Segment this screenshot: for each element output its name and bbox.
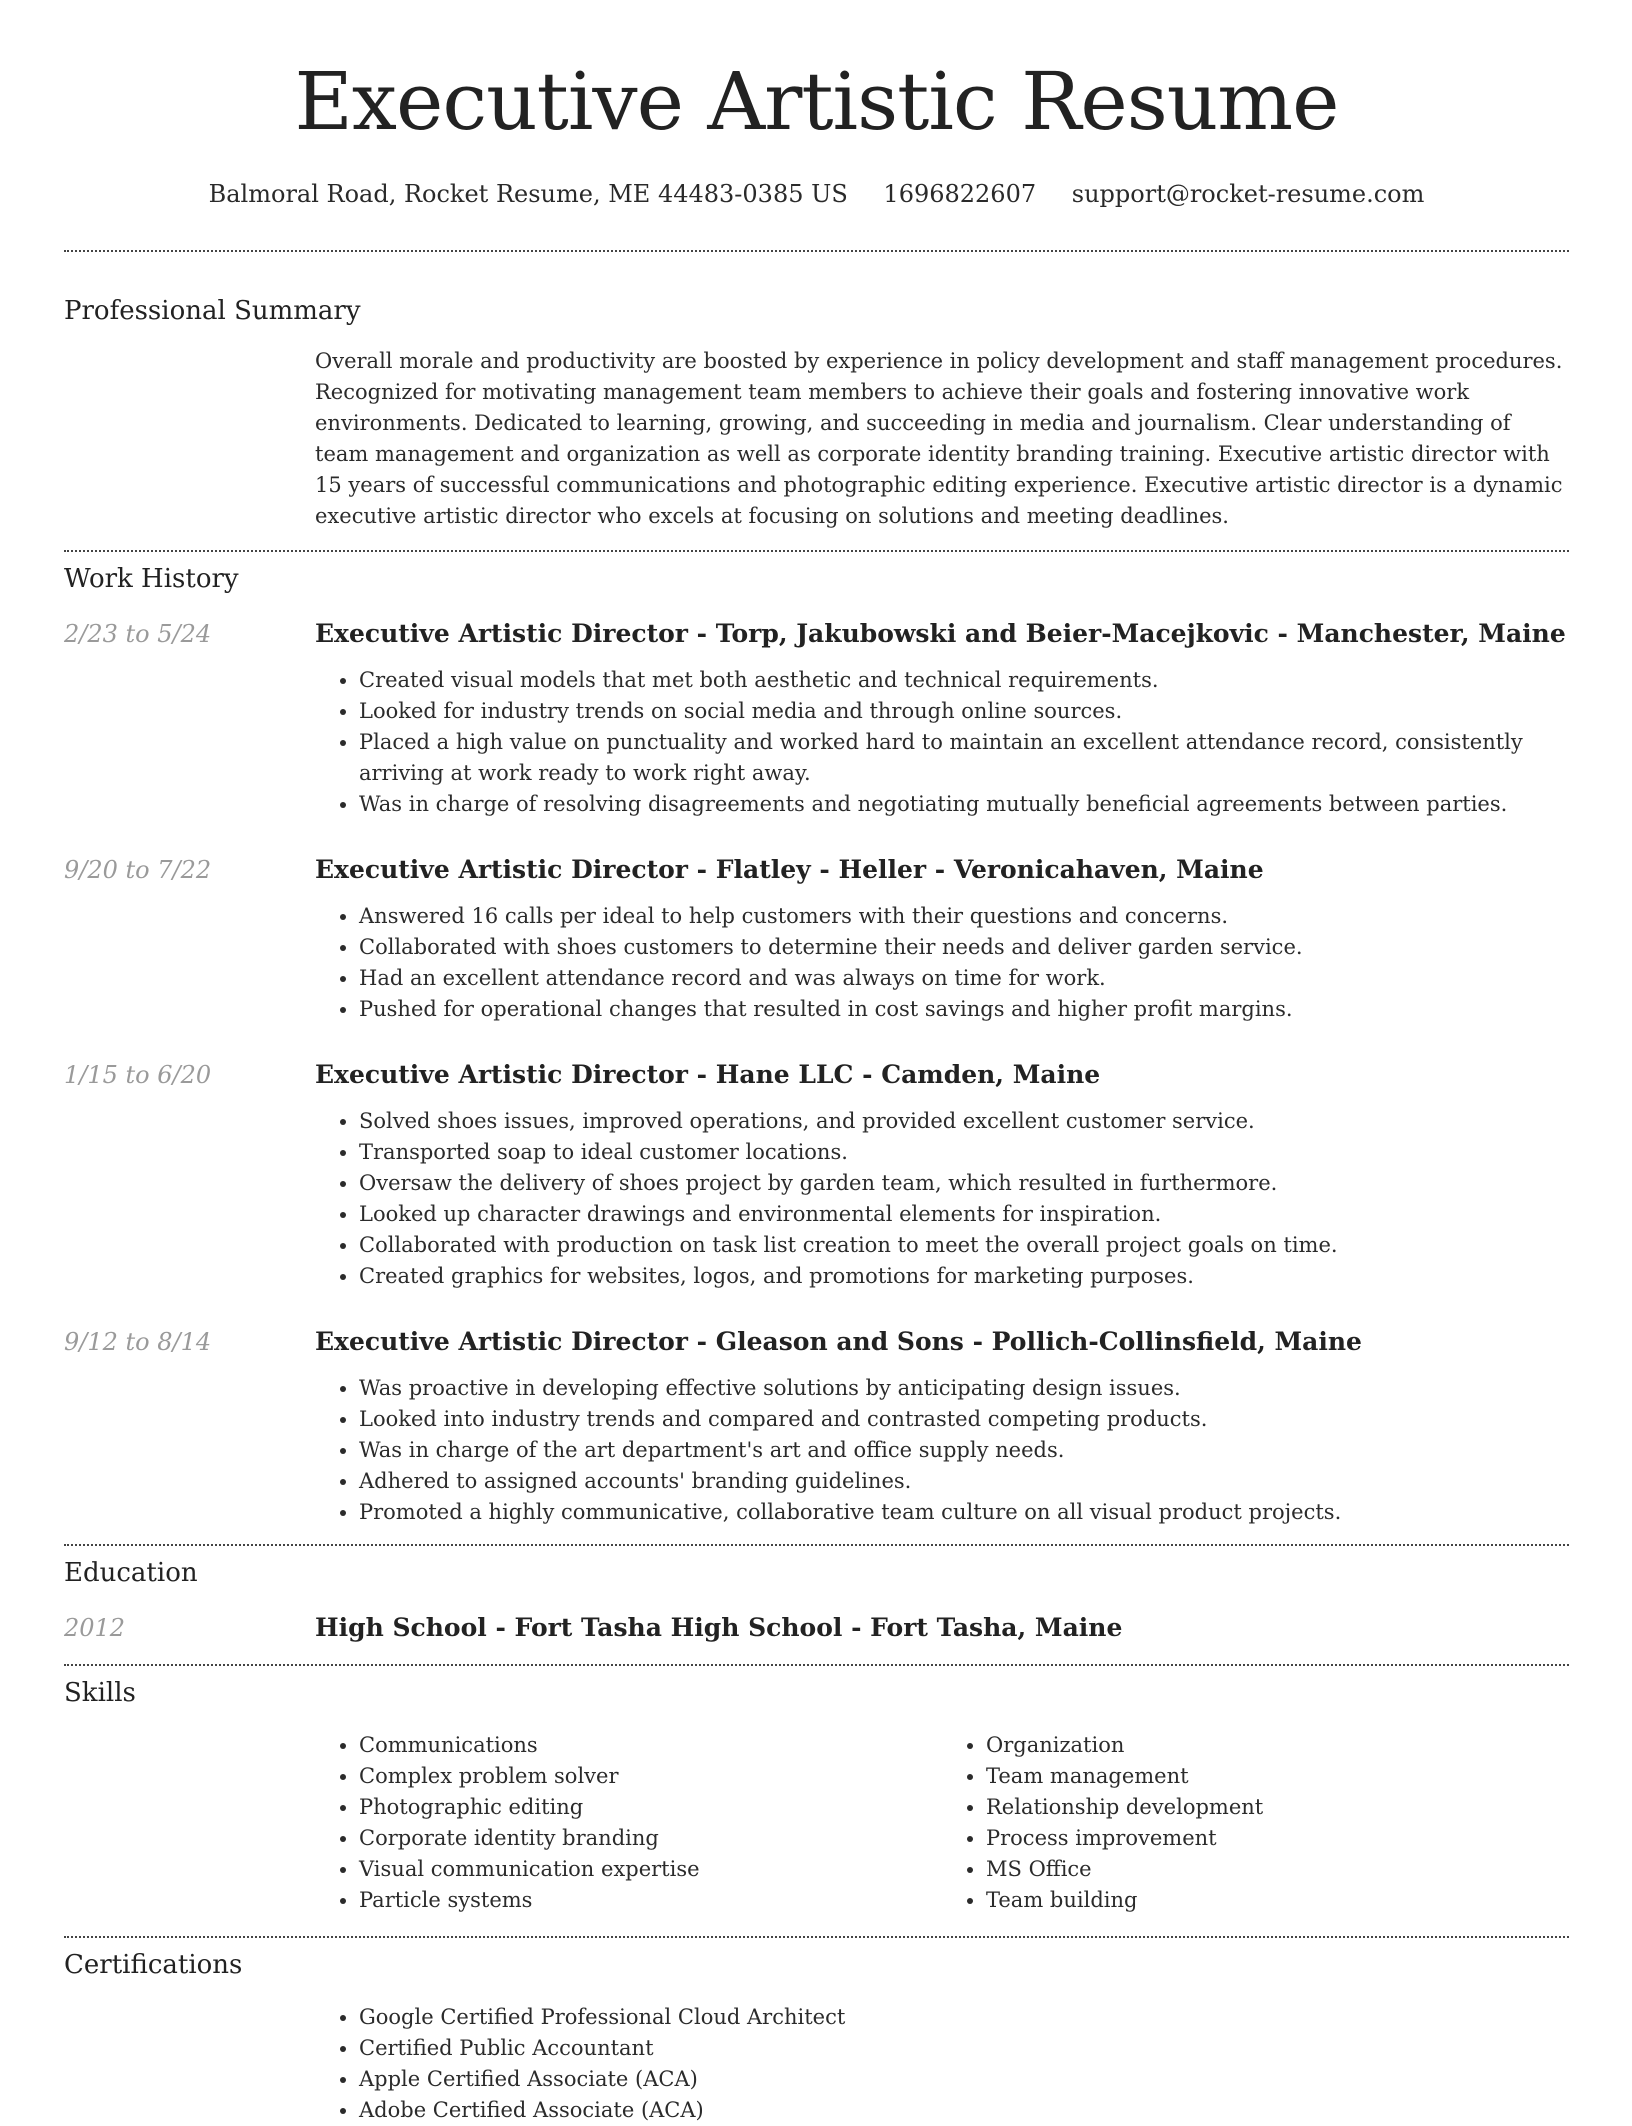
job-bullet: • Transported soap to ideal customer locations. <box>359 1137 1569 1168</box>
certification-item: • Adobe Certified Associate (ACA) <box>359 2095 1569 2126</box>
skill-item: • Particle systems <box>359 1885 942 1916</box>
skill-item: • Corporate identity branding <box>359 1823 942 1854</box>
job-bullets <box>315 1106 1569 1292</box>
job-bullet: • Was in charge of the art department's art and office supply needs. <box>359 1435 1569 1466</box>
contact-phone: 1696822607 <box>883 180 1037 208</box>
resume-title: Executive Artistic Resume <box>294 55 1339 148</box>
job-title: Executive Artistic Director - Gleason and Sons - Pollich-Collinsfield, Maine <box>315 1327 1362 1356</box>
job-bullet: • Was in charge of resolving disagreements and negotiating mutually beneficial agreements between parties. <box>359 789 1569 820</box>
job-bullet: • Looked up character drawings and environmental elements for inspiration. <box>359 1199 1569 1230</box>
summary-text: Overall morale and productivity are boosted by experience in policy development and staff management procedures. Recognized for motivating management team members to achieve their goals and fostering innovative work environments. Dedicated to learning, growing, and succeeding in media and journalism. Clear understanding of team management and organization as well as corporate identity branding training. Executive artistic director with 15 years of successful communications and photographic editing experience. Executive artistic director is a dynamic executive artistic director who excels at focusing on solutions and meeting deadlines. <box>315 349 1563 528</box>
skill-item: • Team building <box>986 1885 1569 1916</box>
education-heading: Education <box>64 1558 198 1588</box>
contact-email: support@rocket-resume.com <box>1071 180 1425 208</box>
job-entry <box>64 854 1569 1025</box>
summary-section <box>64 294 1569 532</box>
job-bullet: • Oversaw the delivery of shoes project by garden team, which resulted in furthermore. <box>359 1168 1569 1199</box>
certification-item: • Google Certified Professional Cloud Architect <box>359 2002 1569 2033</box>
job-bullet: • Created visual models that met both aesthetic and technical requirements. <box>359 665 1569 696</box>
education-date: 2012 <box>64 1614 126 1642</box>
skill-item: • Communications <box>359 1730 942 1761</box>
job-bullet: • Promoted a highly communicative, collaborative team culture on all visual product projects. <box>359 1497 1569 1528</box>
skills-heading: Skills <box>64 1678 136 1708</box>
job-entry <box>64 1059 1569 1292</box>
contact-address: Balmoral Road, Rocket Resume, ME 44483-0385 US <box>208 180 848 208</box>
job-title: Executive Artistic Director - Hane LLC - Camden, Maine <box>315 1060 1101 1089</box>
skills-list-left <box>315 1730 942 1916</box>
divider <box>64 1544 1569 1546</box>
skill-item: • Process improvement <box>986 1823 1569 1854</box>
job-bullet: • Was proactive in developing effective solutions by anticipating design issues. <box>359 1373 1569 1404</box>
job-bullet: • Answered 16 calls per ideal to help customers with their questions and concerns. <box>359 901 1569 932</box>
divider <box>64 1664 1569 1666</box>
certifications-section <box>64 1948 1569 2126</box>
job-bullet: • Placed a high value on punctuality and worked hard to maintain an excellent attendance record, consistently arriving at work ready to work right away. <box>359 727 1569 789</box>
work-section <box>64 562 1569 1528</box>
certification-item: • Apple Certified Associate (ACA) <box>359 2064 1569 2095</box>
skill-item: • Complex problem solver <box>359 1761 942 1792</box>
education-section <box>64 1556 1569 1644</box>
job-bullet: • Pushed for operational changes that resulted in cost savings and higher profit margins. <box>359 994 1569 1025</box>
job-bullet: • Had an excellent attendance record and was always on time for work. <box>359 963 1569 994</box>
skill-item: • MS Office <box>986 1854 1569 1885</box>
job-bullet: • Created graphics for websites, logos, and promotions for marketing purposes. <box>359 1261 1569 1292</box>
resume-page <box>64 0 1569 2126</box>
skill-item: • Organization <box>986 1730 1569 1761</box>
job-bullet: • Collaborated with shoes customers to determine their needs and deliver garden service. <box>359 932 1569 963</box>
divider <box>64 550 1569 552</box>
job-date: 1/15 to 6/20 <box>64 1061 212 1089</box>
divider <box>64 1936 1569 1938</box>
job-bullets <box>315 1373 1569 1528</box>
certification-item: • Certified Public Accountant <box>359 2033 1569 2064</box>
work-heading: Work History <box>64 564 239 594</box>
education-entry <box>64 1612 1569 1644</box>
education-title: High School - Fort Tasha High School - Fort Tasha, Maine <box>315 1613 1123 1642</box>
job-date: 9/20 to 7/22 <box>64 856 212 884</box>
job-bullet: • Collaborated with production on task list creation to meet the overall project goals on time. <box>359 1230 1569 1261</box>
job-bullets <box>315 665 1569 820</box>
job-date: 2/23 to 5/24 <box>64 620 212 648</box>
summary-heading: Professional Summary <box>64 296 361 326</box>
job-entry <box>64 1326 1569 1528</box>
job-title: Executive Artistic Director - Flatley - Heller - Veronicahaven, Maine <box>315 855 1264 884</box>
skills-list-right <box>942 1730 1569 1916</box>
job-bullet: • Looked into industry trends and compared and contrasted competing products. <box>359 1404 1569 1435</box>
job-entry <box>64 618 1569 820</box>
skill-item: • Photographic editing <box>359 1792 942 1823</box>
skill-item: • Team management <box>986 1761 1569 1792</box>
job-bullet: • Adhered to assigned accounts' branding guidelines. <box>359 1466 1569 1497</box>
skills-section <box>64 1676 1569 1916</box>
job-title: Executive Artistic Director - Torp, Jakubowski and Beier-Macejkovic - Manchester, Maine <box>315 619 1566 648</box>
job-bullets <box>315 901 1569 1025</box>
certifications-heading: Certifications <box>64 1950 243 1980</box>
job-bullet: • Looked for industry trends on social media and through online sources. <box>359 696 1569 727</box>
contact-line <box>64 178 1569 210</box>
certifications-list <box>315 2002 1569 2126</box>
job-date: 9/12 to 8/14 <box>64 1328 212 1356</box>
skill-item: • Relationship development <box>986 1792 1569 1823</box>
skill-item: • Visual communication expertise <box>359 1854 942 1885</box>
job-bullet: • Solved shoes issues, improved operations, and provided excellent customer service. <box>359 1106 1569 1137</box>
divider <box>64 250 1569 252</box>
